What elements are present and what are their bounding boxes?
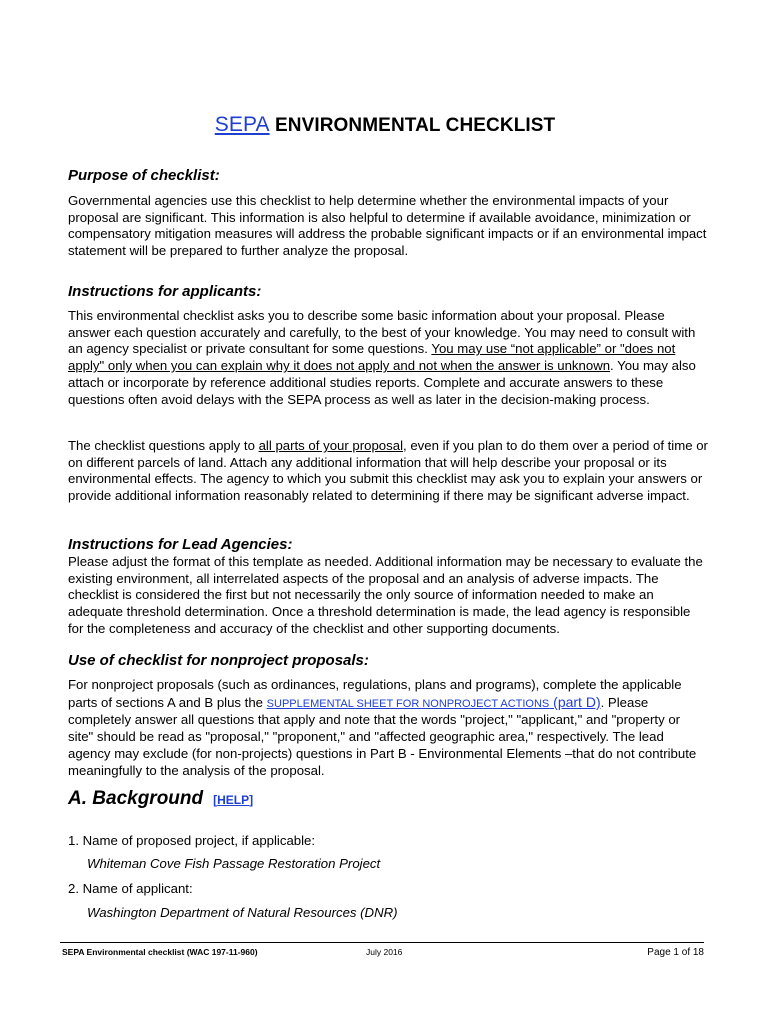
help-bracket-close: ] [249, 793, 254, 807]
nonproject-heading: Use of checklist for nonproject proposals: [68, 652, 369, 669]
question-2: 2. Name of applicant: [68, 881, 193, 896]
applicants-underlined-2: all parts of your proposal [258, 438, 403, 453]
nonproject-text-a: For nonproject proposals (such as ordinances, regulations, plans and programs), complete the applicable parts of sections A and B plus the [68, 677, 682, 710]
section-a-title: A. Background [68, 788, 204, 809]
sepa-link[interactable]: SEPA [214, 113, 270, 136]
nonproject-text-b: . Please completely answer all questions that apply and note that the words "project," "applicant," and "property or site" should be read as "proposal," "proponent," and "affected geographic area," respectively. The lead agency may exclude (for non-projects) questions in Part B - Environmental Elements –that do not contribute meaningfully to the analysis of the proposal. [68, 694, 697, 778]
lead-agencies-heading: Instructions for Lead Agencies: [68, 536, 293, 553]
purpose-heading: Purpose of checklist: [68, 167, 220, 184]
applicants-paragraph-2 [68, 438, 708, 505]
footer-divider [60, 942, 704, 943]
purpose-paragraph: Governmental agencies use this checklist to help determine whether the environmental impacts of your proposal are significant. This information is also helpful to determine if available avoidance, minimization or compensatory mitigation measures will address the probable significant impacts or if an environmental impact statement will be prepared to further analyze the proposal. [68, 193, 707, 259]
answer-1: Whiteman Cove Fish Passage Restoration Project [87, 856, 381, 871]
title-text: ENVIRONMENTAL CHECKLIST [269, 115, 556, 136]
nonproject-text [68, 677, 708, 779]
part-d-link[interactable]: (part D) [549, 693, 601, 710]
help-label[interactable]: HELP [217, 793, 250, 807]
lead-agencies-text [68, 554, 708, 638]
lead-agencies-paragraph: Please adjust the format of this template as needed. Additional information may be necessary to evaluate the existing environment, all interrelated aspects of the proposal and an analysis of adverse impacts. The checklist is considered the first but not necessarily the only source of information needed to make an adequate threshold determination. Once a threshold determination is made, the lead agency is responsible for the completeness and accuracy of the checklist and other supporting documents. [68, 554, 703, 636]
help-link[interactable] [213, 793, 253, 807]
answer-2: Washington Department of Natural Resources (DNR) [87, 905, 398, 920]
footer-page-number: Page 1 of 18 [647, 947, 704, 958]
page-title [0, 113, 770, 137]
purpose-text [68, 193, 708, 260]
footer-date: July 2016 [366, 947, 403, 957]
applicants-text-2a: The checklist questions apply to [68, 438, 259, 453]
section-a-heading [68, 788, 253, 810]
applicants-text-1a: This environmental checklist asks you to describe some basic information about your proposal. Please answer each question accurately and carefully, to the best of your knowledge. You may need to consult with an agency specialist or private consultant for some questions. [68, 308, 696, 357]
applicants-text-1b: . You may also attach or incorporate by reference additional studies reports. Complete and accurate answers to these questions often avoid delays with the SEPA process as well as later in the decision-making process. [68, 358, 696, 407]
supplemental-sheet-link[interactable]: SUPPLEMENTAL SHEET FOR NONPROJECT ACTIONS [266, 697, 550, 710]
question-1: 1. Name of proposed project, if applicable: [68, 833, 316, 848]
applicants-paragraph-1 [68, 308, 708, 408]
applicants-underlined-1: You may use “not applicable” or "does not apply" only when you can explain why it does not apply and not when the answer is unknown [68, 341, 676, 374]
footer-left: SEPA Environmental checklist (WAC 197-11-960) [62, 947, 258, 957]
applicants-text-2b: , even if you plan to do them over a period of time or on different parcels of land. Attach any additional information that will help describe your proposal or its environmental effects. The agency to which you submit this checklist may ask you to explain your answers or provide additional information reasonably related to determining if there may be significant adverse impact. [68, 438, 708, 504]
applicants-heading: Instructions for applicants: [68, 283, 262, 300]
help-bracket-open: [ [213, 793, 218, 807]
